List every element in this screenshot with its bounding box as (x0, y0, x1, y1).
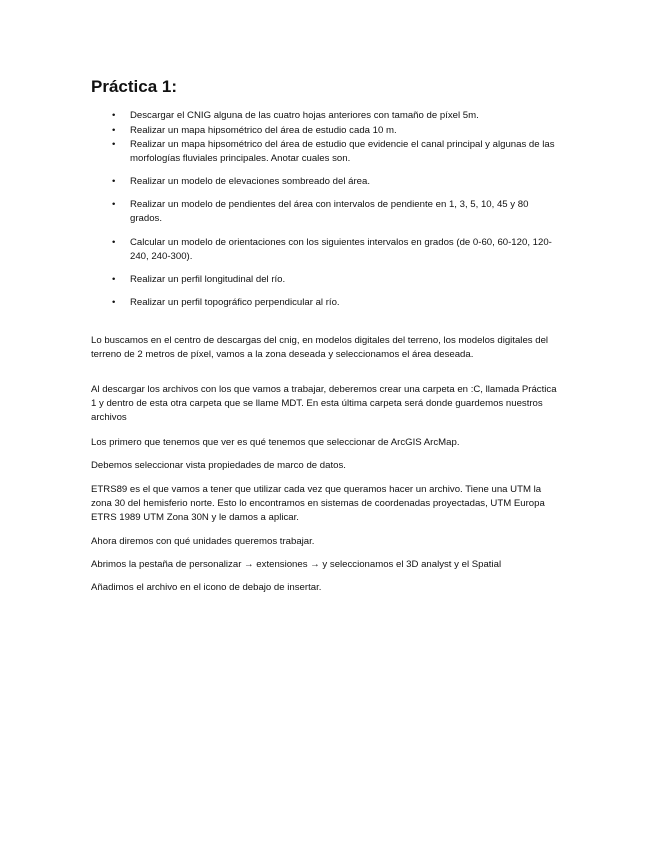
bullet-icon: • (112, 176, 116, 187)
bullet-icon: • (112, 274, 116, 285)
paragraph: Debemos seleccionar vista propiedades de marco de datos. (91, 460, 346, 471)
list-item: • Descargar el CNIG alguna de las cuatro hojas anteriores con tamaño de píxel 5m. (112, 110, 479, 121)
bullet-icon: • (112, 237, 116, 248)
bullet-icon: • (112, 110, 116, 121)
paragraph: Lo buscamos en el centro de descargas del cnig, en modelos digitales del terreno, los modelos digitales del terreno de 2 metros de píxel, vamos a la zona deseada y seleccionamos el área deseada. (91, 335, 549, 360)
page-title: Práctica 1: (91, 77, 177, 96)
list-item: • Realizar un modelo de elevaciones sombreado del área. (112, 176, 370, 187)
list-item: • Realizar un modelo de pendientes del área con intervalos de pendiente en 1, 3, 5, 10, 45 y 80 grados. (112, 199, 529, 224)
bullet-icon: • (112, 297, 116, 308)
paragraph: Los primero que tenemos que ver es qué tenemos que seleccionar de ArcGIS ArcMap. (91, 437, 460, 448)
bullet-icon: • (112, 199, 116, 210)
paragraph: Ahora diremos con qué unidades queremos trabajar. (91, 536, 315, 547)
paragraph: Al descargar los archivos con los que vamos a trabajar, deberemos crear una carpeta en :C, llamada Práctica 1 y dentro de esta otra carpeta que se llame MDT. En esta última carpeta será donde guardemos nuestros archivos (91, 384, 557, 423)
list-item: • Realizar un mapa hipsométrico del área de estudio cada 10 m. (112, 125, 397, 136)
bullet-icon: • (112, 139, 116, 150)
list-item: • Realizar un perfil topográfico perpendicular al río. (112, 297, 340, 308)
paragraph: Abrimos la pestaña de personalizar → extensiones → y seleccionamos el 3D analyst y el Spatial (91, 559, 502, 570)
list-item: • Realizar un mapa hipsométrico del área de estudio que evidencie el canal principal y algunas de las morfologías fluviales principales. Anotar cuales son. (112, 139, 555, 164)
paragraph: ETRS89 es el que vamos a tener que utilizar cada vez que queramos hacer un archivo. Tiene una UTM la zona 30 del hemisferio norte. Esto lo encontramos en sistemas de coordenadas proyectadas, UTM Europa ETRS 1989 UTM Zona 30N y le damos a aplicar. (91, 484, 545, 523)
paragraph: Añadimos el archivo en el icono de debajo de insertar. (91, 582, 322, 593)
list-item: • Realizar un perfil longitudinal del río. (112, 274, 286, 285)
bullet-icon: • (112, 125, 116, 136)
list-item: • Calcular un modelo de orientaciones con los siguientes intervalos en grados (de 0-60, 60-120, 120-240, 240-300). (112, 237, 552, 262)
